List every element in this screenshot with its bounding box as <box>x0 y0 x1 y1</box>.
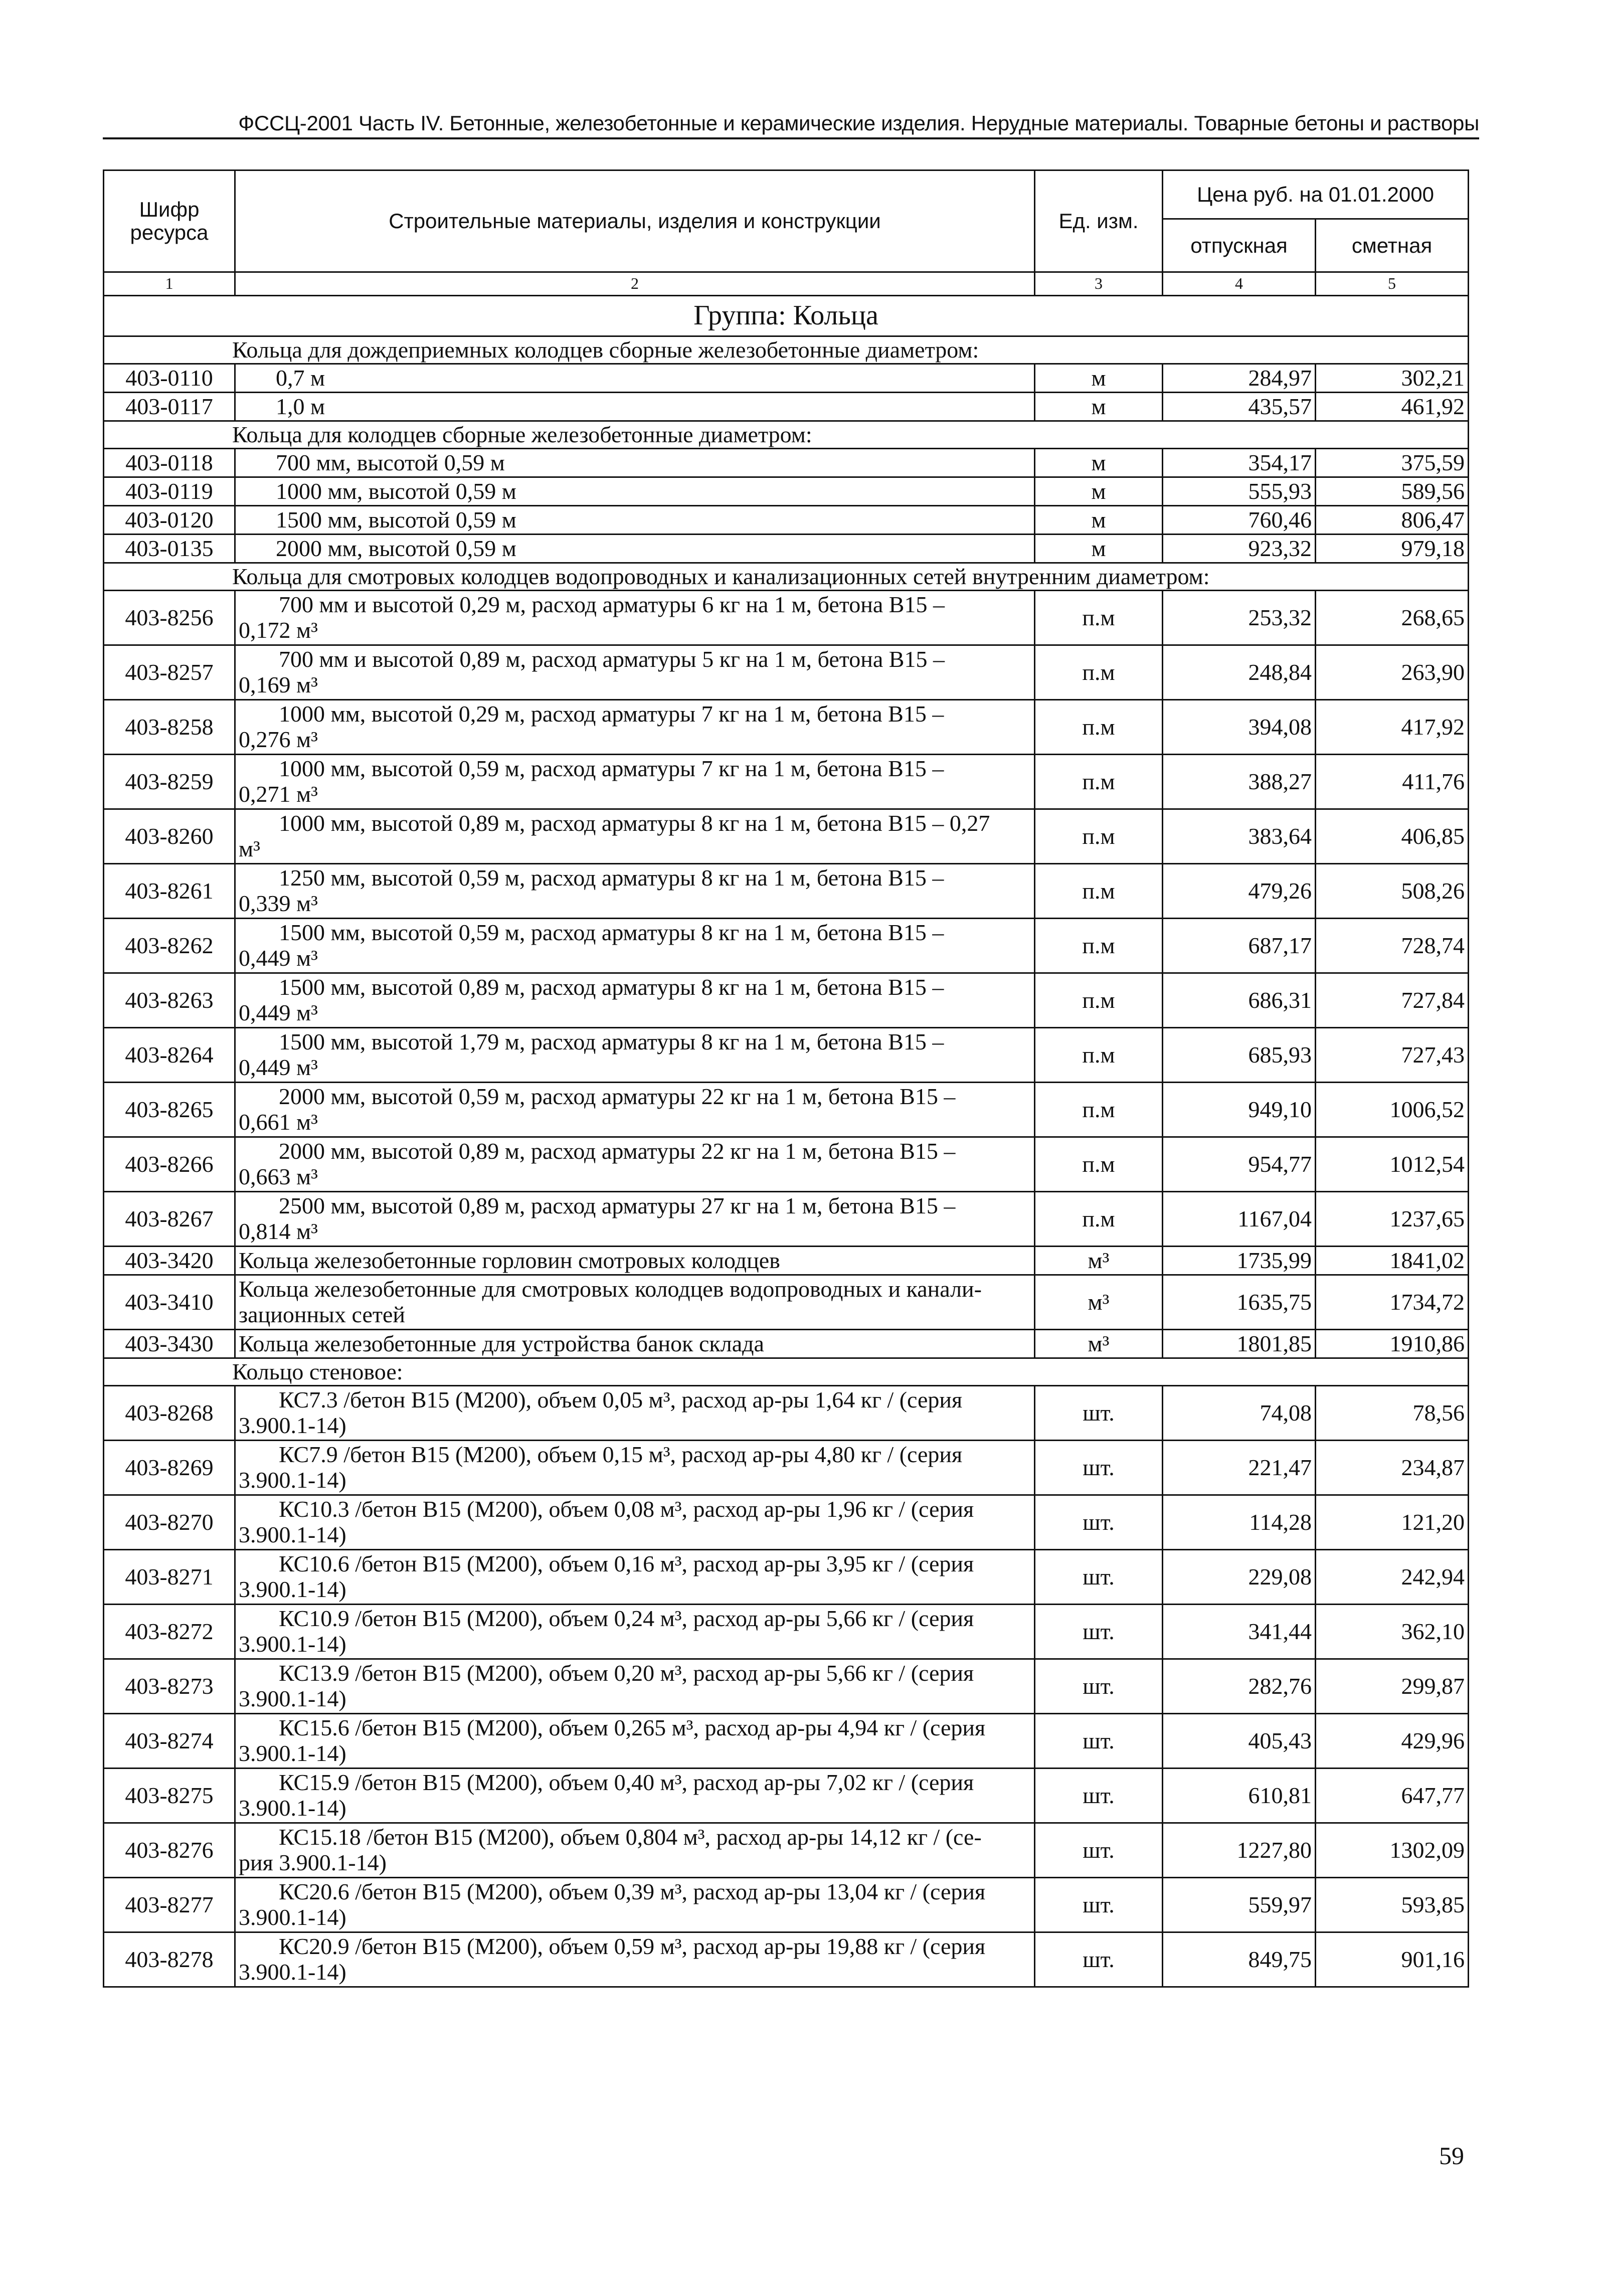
release-price: 114,28 <box>1163 1495 1316 1550</box>
estimate-price: 1012,54 <box>1316 1137 1469 1192</box>
item-name-line1: КС15.6 /бетон В15 (М200), объем 0,265 м³, расход ар-ры 4,94 кг / (серия <box>279 1715 986 1741</box>
item-name <box>235 700 1035 755</box>
resource-code: 403-8263 <box>104 973 235 1028</box>
item-name <box>235 1495 1035 1550</box>
item-name-line2: 0,449 м³ <box>239 1054 318 1080</box>
estimate-price: 1910,86 <box>1316 1330 1469 1358</box>
release-price: 610,81 <box>1163 1769 1316 1823</box>
table-row <box>104 591 1469 645</box>
item-name <box>235 1550 1035 1605</box>
running-header <box>103 108 1479 139</box>
table-row <box>104 477 1469 506</box>
col-number: 1 <box>104 272 235 296</box>
table-row <box>104 645 1469 700</box>
resource-code: 403-8275 <box>104 1769 235 1823</box>
unit-cell: шт. <box>1035 1823 1163 1878</box>
unit-cell: п.м <box>1035 973 1163 1028</box>
item-name <box>235 1441 1035 1495</box>
estimate-price: 362,10 <box>1316 1605 1469 1659</box>
table-row <box>104 506 1469 535</box>
item-name: 700 мм, высотой 0,59 м <box>235 449 1035 477</box>
unit-cell: м <box>1035 477 1163 506</box>
item-name-line1: Кольца железобетонные для смотровых колодцев водопроводных и канали- <box>239 1276 982 1302</box>
item-name-line2: 3.900.1-14) <box>239 1576 346 1602</box>
estimate-price: 375,59 <box>1316 449 1469 477</box>
release-price: 479,26 <box>1163 864 1316 919</box>
item-name-line2: 3.900.1-14) <box>239 1686 346 1711</box>
item-name <box>235 1769 1035 1823</box>
release-price: 435,57 <box>1163 393 1316 421</box>
item-name: 1500 мм, высотой 0,59 м <box>235 506 1035 535</box>
col-number: 4 <box>1163 272 1316 296</box>
table-row <box>104 449 1469 477</box>
item-name <box>235 1823 1035 1878</box>
release-price: 229,08 <box>1163 1550 1316 1605</box>
release-price: 555,93 <box>1163 477 1316 506</box>
table-row <box>104 1247 1469 1275</box>
estimate-price: 242,94 <box>1316 1550 1469 1605</box>
table-row <box>104 919 1469 973</box>
estimate-price: 647,77 <box>1316 1769 1469 1823</box>
table-row <box>104 1028 1469 1083</box>
release-price: 949,10 <box>1163 1083 1316 1137</box>
release-price: 1801,85 <box>1163 1330 1316 1358</box>
resource-code: 403-8262 <box>104 919 235 973</box>
release-price: 341,44 <box>1163 1605 1316 1659</box>
resource-code: 403-8256 <box>104 591 235 645</box>
section-title: Кольцо стеновое: <box>104 1358 1469 1386</box>
resource-code: 403-8261 <box>104 864 235 919</box>
estimate-price: 1237,65 <box>1316 1192 1469 1247</box>
item-name-line1: КС7.9 /бетон В15 (М200), объем 0,15 м³, расход ар-ры 4,80 кг / (серия <box>279 1442 963 1468</box>
item-name-line1: КС10.3 /бетон В15 (М200), объем 0,08 м³, расход ар-ры 1,96 кг / (серия <box>279 1496 974 1522</box>
item-name-line2: 3.900.1-14) <box>239 1412 346 1438</box>
item-name <box>235 1714 1035 1769</box>
table-row <box>104 1932 1469 1987</box>
estimate-price: 429,96 <box>1316 1714 1469 1769</box>
item-name: 2000 мм, высотой 0,59 м <box>235 535 1035 563</box>
item-name-line2: 3.900.1-14) <box>239 1795 346 1821</box>
estimate-price: 1734,72 <box>1316 1275 1469 1330</box>
unit-cell: п.м <box>1035 700 1163 755</box>
section-row <box>104 563 1469 591</box>
resource-code: 403-8259 <box>104 755 235 809</box>
section-row <box>104 421 1469 449</box>
table-header-row <box>104 170 1469 219</box>
release-price: 954,77 <box>1163 1137 1316 1192</box>
resource-code: 403-0119 <box>104 477 235 506</box>
item-name <box>235 1028 1035 1083</box>
resource-code: 403-8264 <box>104 1028 235 1083</box>
release-price: 284,97 <box>1163 364 1316 393</box>
unit-cell: м <box>1035 506 1163 535</box>
resource-code: 403-0120 <box>104 506 235 535</box>
item-name-line1: 1500 мм, высотой 0,89 м, расход арматуры 8 кг на 1 м, бетона В15 – <box>279 974 944 1000</box>
table-row <box>104 864 1469 919</box>
unit-cell: м³ <box>1035 1247 1163 1275</box>
item-name <box>235 1192 1035 1247</box>
unit-cell: м <box>1035 535 1163 563</box>
unit-cell: м³ <box>1035 1330 1163 1358</box>
item-name <box>235 1083 1035 1137</box>
item-name-line1: 1000 мм, высотой 0,59 м, расход арматуры 7 кг на 1 м, бетона В15 – <box>279 756 944 782</box>
unit-cell: шт. <box>1035 1550 1163 1605</box>
unit-cell: м <box>1035 449 1163 477</box>
unit-cell: шт. <box>1035 1386 1163 1441</box>
group-row <box>104 296 1469 336</box>
unit-cell: п.м <box>1035 1137 1163 1192</box>
estimate-price: 234,87 <box>1316 1441 1469 1495</box>
release-price: 248,84 <box>1163 645 1316 700</box>
item-name-line1: КС10.9 /бетон В15 (М200), объем 0,24 м³, расход ар-ры 5,66 кг / (серия <box>279 1606 974 1632</box>
header-code: Шифр ресурса <box>104 170 235 272</box>
estimate-price: 263,90 <box>1316 645 1469 700</box>
release-price: 686,31 <box>1163 973 1316 1028</box>
item-name <box>235 645 1035 700</box>
release-price: 354,17 <box>1163 449 1316 477</box>
unit-cell: м³ <box>1035 1275 1163 1330</box>
release-price: 405,43 <box>1163 1714 1316 1769</box>
section-title: Кольца для смотровых колодцев водопроводных и канализационных сетей внутренним диаметром: <box>104 563 1469 591</box>
item-name-line2: зационных сетей <box>239 1302 405 1327</box>
table-row <box>104 1083 1469 1137</box>
page-number: 59 <box>1439 2142 1464 2170</box>
table-row <box>104 809 1469 864</box>
header-price: Цена руб. на 01.01.2000 <box>1163 170 1469 219</box>
unit-cell: п.м <box>1035 755 1163 809</box>
estimate-price: 728,74 <box>1316 919 1469 973</box>
item-name-line1: КС15.9 /бетон В15 (М200), объем 0,40 м³, расход ар-ры 7,02 кг / (серия <box>279 1770 974 1796</box>
item-name-line2: рия 3.900.1-14) <box>239 1850 387 1875</box>
header-unit: Ед. изм. <box>1035 170 1163 272</box>
estimate-price: 589,56 <box>1316 477 1469 506</box>
estimate-price: 302,21 <box>1316 364 1469 393</box>
item-name <box>235 1878 1035 1932</box>
release-price: 253,32 <box>1163 591 1316 645</box>
col-number: 5 <box>1316 272 1469 296</box>
item-name: 1,0 м <box>235 393 1035 421</box>
unit-cell: п.м <box>1035 1083 1163 1137</box>
item-name-line1: КС13.9 /бетон В15 (М200), объем 0,20 м³, расход ар-ры 5,66 кг / (серия <box>279 1660 974 1686</box>
unit-cell: п.м <box>1035 919 1163 973</box>
header-release: отпускная <box>1163 219 1316 272</box>
unit-cell: п.м <box>1035 864 1163 919</box>
table-row <box>104 1823 1469 1878</box>
item-name <box>235 1386 1035 1441</box>
col-number: 2 <box>235 272 1035 296</box>
estimate-price: 299,87 <box>1316 1659 1469 1714</box>
release-price: 221,47 <box>1163 1441 1316 1495</box>
price-table <box>103 169 1469 1988</box>
estimate-price: 979,18 <box>1316 535 1469 563</box>
estimate-price: 268,65 <box>1316 591 1469 645</box>
unit-cell: шт. <box>1035 1769 1163 1823</box>
item-name-line1: 1500 мм, высотой 0,59 м, расход арматуры 8 кг на 1 м, бетона В15 – <box>279 920 944 946</box>
release-price: 687,17 <box>1163 919 1316 973</box>
item-name-line2: 3.900.1-14) <box>239 1740 346 1766</box>
item-name-line2: 3.900.1-14) <box>239 1522 346 1547</box>
estimate-price: 806,47 <box>1316 506 1469 535</box>
table-row <box>104 364 1469 393</box>
item-name-line2: 0,276 м³ <box>239 727 318 752</box>
item-name-line2: 0,172 м³ <box>239 617 318 643</box>
table-row <box>104 1275 1469 1330</box>
item-name-line2: 0,339 м³ <box>239 891 318 916</box>
item-name <box>235 1932 1035 1987</box>
item-name-line2: 0,449 м³ <box>239 1000 318 1025</box>
resource-code: 403-8266 <box>104 1137 235 1192</box>
item-name-line2: м³ <box>239 836 260 861</box>
item-name <box>235 1605 1035 1659</box>
item-name-line1: КС20.9 /бетон В15 (М200), объем 0,59 м³, расход ар-ры 19,88 кг / (серия <box>279 1933 986 1960</box>
item-name <box>235 973 1035 1028</box>
header-name: Строительные материалы, изделия и конструкции <box>235 170 1035 272</box>
table-row <box>104 973 1469 1028</box>
item-name: Кольца железобетонные для устройства банок склада <box>235 1330 1035 1358</box>
resource-code: 403-8257 <box>104 645 235 700</box>
item-name <box>235 919 1035 973</box>
item-name-line1: 2500 мм, высотой 0,89 м, расход арматуры 27 кг на 1 м, бетона В15 – <box>279 1193 956 1219</box>
item-name-line2: 3.900.1-14) <box>239 1631 346 1657</box>
estimate-price: 593,85 <box>1316 1878 1469 1932</box>
estimate-price: 1006,52 <box>1316 1083 1469 1137</box>
resource-code: 403-3420 <box>104 1247 235 1275</box>
item-name-line1: 2000 мм, высотой 0,59 м, расход арматуры 22 кг на 1 м, бетона В15 – <box>279 1084 956 1110</box>
unit-cell: м <box>1035 393 1163 421</box>
unit-cell: шт. <box>1035 1714 1163 1769</box>
table-row <box>104 1330 1469 1358</box>
table-row <box>104 393 1469 421</box>
unit-cell: шт. <box>1035 1441 1163 1495</box>
table-row <box>104 1605 1469 1659</box>
resource-code: 403-8271 <box>104 1550 235 1605</box>
resource-code: 403-0118 <box>104 449 235 477</box>
item-name-line2: 3.900.1-14) <box>239 1904 346 1930</box>
section-title: Кольца для дождеприемных колодцев сборные железобетонные диаметром: <box>104 336 1469 364</box>
header-estimate: сметная <box>1316 219 1469 272</box>
item-name <box>235 591 1035 645</box>
release-price: 388,27 <box>1163 755 1316 809</box>
resource-code: 403-8274 <box>104 1714 235 1769</box>
table-row <box>104 1386 1469 1441</box>
release-price: 1635,75 <box>1163 1275 1316 1330</box>
estimate-price: 121,20 <box>1316 1495 1469 1550</box>
estimate-price: 1841,02 <box>1316 1247 1469 1275</box>
resource-code: 403-8268 <box>104 1386 235 1441</box>
estimate-price: 727,43 <box>1316 1028 1469 1083</box>
item-name-line2: 3.900.1-14) <box>239 1959 346 1985</box>
item-name-line1: КС10.6 /бетон В15 (М200), объем 0,16 м³, расход ар-ры 3,95 кг / (серия <box>279 1551 974 1577</box>
estimate-price: 417,92 <box>1316 700 1469 755</box>
release-price: 383,64 <box>1163 809 1316 864</box>
item-name <box>235 864 1035 919</box>
item-name-line2: 0,663 м³ <box>239 1164 318 1189</box>
release-price: 1227,80 <box>1163 1823 1316 1878</box>
item-name <box>235 755 1035 809</box>
col-number: 3 <box>1035 272 1163 296</box>
group-title: Группа: Кольца <box>104 296 1469 336</box>
table-row <box>104 755 1469 809</box>
release-price: 849,75 <box>1163 1932 1316 1987</box>
resource-code: 403-8270 <box>104 1495 235 1550</box>
release-price: 760,46 <box>1163 506 1316 535</box>
resource-code: 403-8277 <box>104 1878 235 1932</box>
item-name-line2: 0,661 м³ <box>239 1109 318 1135</box>
section-title: Кольца для колодцев сборные железобетонные диаметром: <box>104 421 1469 449</box>
item-name: Кольца железобетонные горловин смотровых колодцев <box>235 1247 1035 1275</box>
release-price: 1167,04 <box>1163 1192 1316 1247</box>
section-row <box>104 336 1469 364</box>
release-price: 923,32 <box>1163 535 1316 563</box>
item-name-line1: КС15.18 /бетон В15 (М200), объем 0,804 м³, расход ар-ры 14,12 кг / (се- <box>279 1824 982 1850</box>
item-name-line1: 1000 мм, высотой 0,29 м, расход арматуры 7 кг на 1 м, бетона В15 – <box>279 701 944 727</box>
item-name-line2: 0,271 м³ <box>239 781 318 807</box>
unit-cell: п.м <box>1035 1028 1163 1083</box>
table-row <box>104 1769 1469 1823</box>
resource-code: 403-0117 <box>104 393 235 421</box>
unit-cell: п.м <box>1035 1192 1163 1247</box>
item-name-line1: КС20.6 /бетон В15 (М200), объем 0,39 м³, расход ар-ры 13,04 кг / (серия <box>279 1879 986 1905</box>
unit-cell: шт. <box>1035 1932 1163 1987</box>
item-name-line2: 0,449 м³ <box>239 945 318 971</box>
estimate-price: 78,56 <box>1316 1386 1469 1441</box>
table-row <box>104 1495 1469 1550</box>
resource-code: 403-8265 <box>104 1083 235 1137</box>
release-price: 559,97 <box>1163 1878 1316 1932</box>
table-row <box>104 1441 1469 1495</box>
estimate-price: 1302,09 <box>1316 1823 1469 1878</box>
estimate-price: 461,92 <box>1316 393 1469 421</box>
item-name-line2: 3.900.1-14) <box>239 1467 346 1493</box>
unit-cell: шт. <box>1035 1659 1163 1714</box>
running-title: ФССЦ-2001 Часть IV. Бетонные, железобетонные и керамические изделия. Нерудные материалы. Товарные бетоны и растворы <box>238 111 1479 135</box>
item-name <box>235 1659 1035 1714</box>
table-row <box>104 1192 1469 1247</box>
release-price: 685,93 <box>1163 1028 1316 1083</box>
item-name-line1: КС7.3 /бетон В15 (М200), объем 0,05 м³, расход ар-ры 1,64 кг / (серия <box>279 1387 963 1413</box>
item-name: 0,7 м <box>235 364 1035 393</box>
table-row <box>104 1550 1469 1605</box>
resource-code: 403-8278 <box>104 1932 235 1987</box>
item-name: 1000 мм, высотой 0,59 м <box>235 477 1035 506</box>
release-price: 394,08 <box>1163 700 1316 755</box>
column-number-row <box>104 272 1469 296</box>
resource-code: 403-8276 <box>104 1823 235 1878</box>
item-name-line1: 1250 мм, высотой 0,59 м, расход арматуры 8 кг на 1 м, бетона В15 – <box>279 865 944 891</box>
release-price: 74,08 <box>1163 1386 1316 1441</box>
item-name-line2: 0,814 м³ <box>239 1218 318 1244</box>
unit-cell: шт. <box>1035 1878 1163 1932</box>
item-name <box>235 1137 1035 1192</box>
unit-cell: п.м <box>1035 809 1163 864</box>
release-price: 282,76 <box>1163 1659 1316 1714</box>
resource-code: 403-8267 <box>104 1192 235 1247</box>
release-price: 1735,99 <box>1163 1247 1316 1275</box>
item-name-line1: 1500 мм, высотой 1,79 м, расход арматуры 8 кг на 1 м, бетона В15 – <box>279 1029 944 1055</box>
unit-cell: шт. <box>1035 1495 1163 1550</box>
resource-code: 403-8272 <box>104 1605 235 1659</box>
estimate-price: 508,26 <box>1316 864 1469 919</box>
table-row <box>104 1714 1469 1769</box>
table-row <box>104 535 1469 563</box>
item-name <box>235 809 1035 864</box>
resource-code: 403-8273 <box>104 1659 235 1714</box>
unit-cell: п.м <box>1035 645 1163 700</box>
estimate-price: 406,85 <box>1316 809 1469 864</box>
item-name-line1: 2000 мм, высотой 0,89 м, расход арматуры 22 кг на 1 м, бетона В15 – <box>279 1138 956 1164</box>
unit-cell: м <box>1035 364 1163 393</box>
table-row <box>104 1137 1469 1192</box>
resource-code: 403-3410 <box>104 1275 235 1330</box>
table-row <box>104 700 1469 755</box>
item-name-line1: 1000 мм, высотой 0,89 м, расход арматуры 8 кг на 1 м, бетона В15 – 0,27 <box>279 810 990 836</box>
estimate-price: 901,16 <box>1316 1932 1469 1987</box>
estimate-price: 727,84 <box>1316 973 1469 1028</box>
item-name-line1: 700 мм и высотой 0,89 м, расход арматуры 5 кг на 1 м, бетона В15 – <box>279 646 945 672</box>
item-name-line1: 700 мм и высотой 0,29 м, расход арматуры 6 кг на 1 м, бетона В15 – <box>279 592 945 618</box>
resource-code: 403-8269 <box>104 1441 235 1495</box>
section-row <box>104 1358 1469 1386</box>
resource-code: 403-8260 <box>104 809 235 864</box>
estimate-price: 411,76 <box>1316 755 1469 809</box>
resource-code: 403-0135 <box>104 535 235 563</box>
unit-cell: п.м <box>1035 591 1163 645</box>
item-name <box>235 1275 1035 1330</box>
unit-cell: шт. <box>1035 1605 1163 1659</box>
table-row <box>104 1878 1469 1932</box>
table-row <box>104 1659 1469 1714</box>
resource-code: 403-8258 <box>104 700 235 755</box>
resource-code: 403-0110 <box>104 364 235 393</box>
item-name-line2: 0,169 м³ <box>239 672 318 697</box>
resource-code: 403-3430 <box>104 1330 235 1358</box>
